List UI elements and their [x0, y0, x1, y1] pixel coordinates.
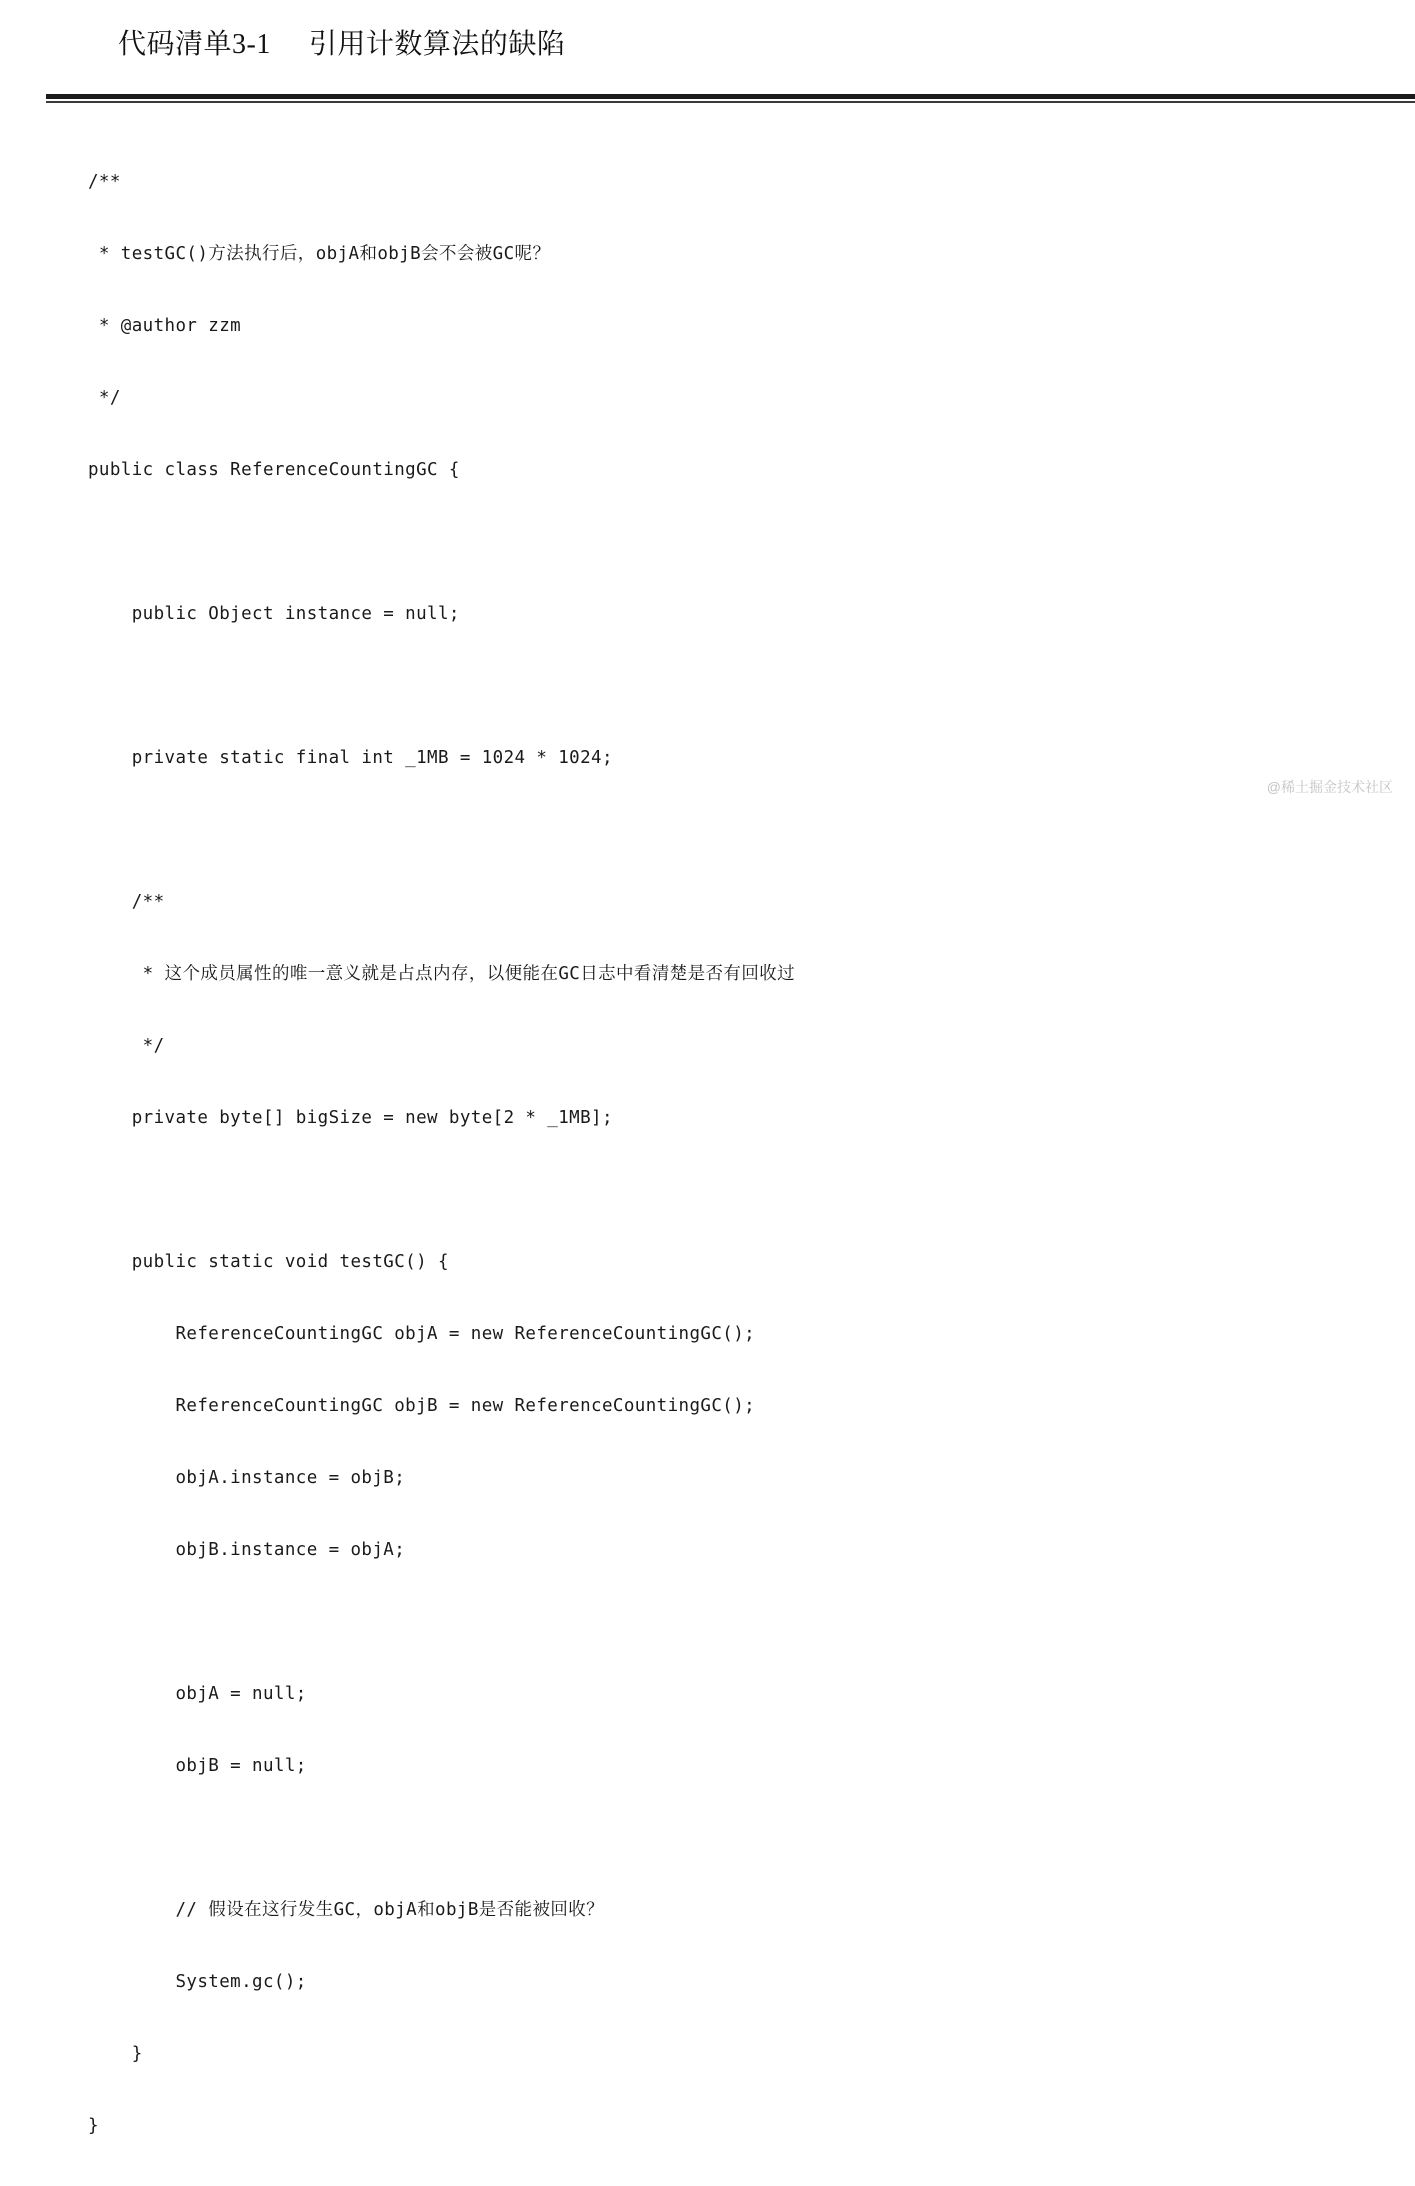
code-line: public class ReferenceCountingGC {	[88, 460, 460, 480]
divider-thick-line	[46, 94, 1415, 99]
code-line: }	[88, 2116, 99, 2136]
code-line	[88, 674, 1368, 698]
code-line: public static void testGC() {	[88, 1252, 449, 1272]
code-line	[88, 1178, 1368, 1202]
code-line	[88, 530, 1368, 554]
code-listing	[88, 122, 1368, 2186]
code-line: */	[88, 1036, 165, 1056]
code-line: // 假设在这行发生GC，objA和objB是否能被回收？	[88, 1900, 605, 1920]
code-line: System.gc();	[88, 1972, 307, 1992]
code-line: /**	[88, 892, 165, 912]
code-line: */	[88, 388, 121, 408]
code-line: /**	[88, 172, 121, 192]
listing-label: 代码清单3-1	[118, 29, 271, 60]
code-line: objB = null;	[88, 1756, 307, 1776]
listing-title: 引用计数算法的缺陷	[308, 29, 566, 60]
code-line: objA = null;	[88, 1684, 307, 1704]
code-line: objB.instance = objA;	[88, 1540, 406, 1560]
code-line: * testGC()方法执行后，objA和objB会不会被GC呢？	[88, 244, 551, 264]
code-line	[88, 1610, 1368, 1634]
watermark-label: @稀土掘金技术社区	[1266, 779, 1393, 795]
title-divider	[46, 94, 1415, 104]
divider-thin-line	[46, 101, 1415, 103]
code-line: private static final int _1MB = 1024 * 1024;	[88, 748, 613, 768]
code-line	[88, 1826, 1368, 1850]
page-title	[118, 22, 565, 62]
code-line: * 这个成员属性的唯一意义就是占点内存，以便能在GC日志中看清楚是否有回收过	[88, 964, 796, 984]
code-line: public Object instance = null;	[88, 604, 460, 624]
code-line: objA.instance = objB;	[88, 1468, 406, 1488]
code-line: ReferenceCountingGC objB = new ReferenceCountingGC();	[88, 1396, 756, 1416]
code-line: }	[88, 2044, 143, 2064]
code-line	[88, 818, 1368, 842]
code-line: ReferenceCountingGC objA = new ReferenceCountingGC();	[88, 1324, 756, 1344]
code-line: * @author zzm	[88, 316, 242, 336]
code-line: private byte[] bigSize = new byte[2 * _1MB];	[88, 1108, 613, 1128]
